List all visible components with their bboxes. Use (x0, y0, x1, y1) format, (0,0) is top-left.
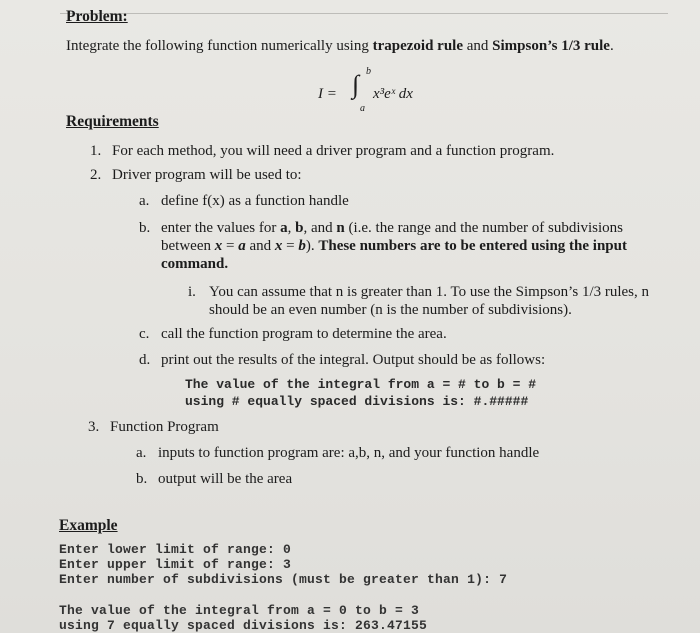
integrand: x³eˣ dx (373, 86, 413, 102)
problem-text-2: and (463, 38, 493, 54)
req-item2b-and: , and (303, 220, 337, 236)
req-item2b-eq2: = (282, 238, 299, 254)
req-item2b-line3-bold: command. (161, 256, 229, 272)
equation-lhs: I = (318, 86, 337, 102)
problem-statement (66, 38, 614, 55)
req-item1-num: 1. (90, 143, 102, 159)
req-item2b-i-line1: You can assume that n is greater than 1. To use the Simpson’s 1/3 rules, n (209, 284, 650, 300)
req-item2b-i-num: i. (188, 284, 196, 300)
req-item2b-line1-pre: enter the values for (161, 220, 281, 236)
req-item3a-text: inputs to function program are: a,b, n, and your function handle (158, 445, 540, 461)
req-item2-num: 2. (90, 167, 102, 183)
req-item2-text: Driver program will be used to: (112, 167, 302, 183)
integral-lower-limit: a (360, 103, 365, 114)
req-item2b-line3 (161, 256, 228, 273)
top-rule (60, 13, 668, 14)
req-item2a-letter: a. (139, 193, 150, 209)
problem-bold-trapezoid: trapezoid rule (372, 38, 463, 54)
req-item1-text: For each method, you will need a driver program and a function program. (112, 143, 555, 159)
req-item2b-eq1: = (222, 238, 239, 254)
req-item2b-x2: x (274, 238, 283, 254)
example-heading: Example (59, 517, 118, 534)
example-line-2: Enter upper limit of range: 3 (59, 557, 292, 572)
req-item2b-line2-bold: These numbers are to be entered using the input (318, 238, 627, 254)
req-item2b-line1 (161, 220, 623, 237)
req-item2c-letter: c. (139, 326, 150, 342)
example-line-4: The value of the integral from a = 0 to b = 3 (59, 603, 420, 618)
req-item2b-a: a (280, 220, 288, 236)
req-item2b-i-line2: should be an even number (n is the number of subdivisions). (209, 302, 572, 318)
req-item3a-letter: a. (136, 445, 147, 461)
output-format-line1: The value of the integral from a = # to b = # (185, 377, 537, 392)
problem-text-1: Integrate the following function numerically using (66, 38, 373, 54)
req-item2b-letter: b. (139, 220, 151, 236)
req-item2b-line2-and: and (245, 238, 275, 254)
integral-sign: ∫ (352, 70, 360, 99)
req-item2b-line2-b: b (298, 238, 306, 254)
problem-text-3: . (609, 38, 614, 54)
requirements-heading: Requirements (66, 113, 159, 130)
req-item3-num: 3. (88, 419, 100, 435)
req-item2b-b: b (295, 220, 304, 236)
output-format-line2: using # equally spaced divisions is: #.##### (185, 394, 529, 409)
example-line-3: Enter number of subdivisions (must be greater than 1): 7 (59, 572, 508, 587)
example-line-1: Enter lower limit of range: 0 (59, 542, 292, 557)
req-item2b-sep: , (287, 220, 296, 236)
problem-heading: Problem: (66, 8, 128, 25)
req-item2d-letter: d. (139, 352, 151, 368)
req-item3b-letter: b. (136, 471, 148, 487)
example-line-5: using 7 equally spaced divisions is: 263.47155 (59, 618, 428, 633)
req-item2b-line2-pre: between (161, 238, 215, 254)
req-item2c-text: call the function program to determine the area. (161, 326, 447, 342)
req-item3-text: Function Program (110, 419, 219, 435)
req-item2b-close: ). (305, 238, 319, 254)
req-item2a-text: define f(x) as a function handle (161, 193, 349, 209)
problem-bold-simpson: Simpson’s 1/3 rule (492, 38, 610, 54)
req-item2b-x1: x (214, 238, 223, 254)
req-item2b-line2-a: a (238, 238, 246, 254)
req-item2d-text: print out the results of the integral. Output should be as follows: (161, 352, 546, 368)
req-item3b-text: output will be the area (158, 471, 293, 487)
integral-upper-limit: b (366, 66, 371, 77)
req-item2b-line2 (161, 238, 627, 255)
req-item2b-n: n (336, 220, 345, 236)
req-item2b-line1-post: (i.e. the range and the number of subdivisions (344, 220, 624, 236)
